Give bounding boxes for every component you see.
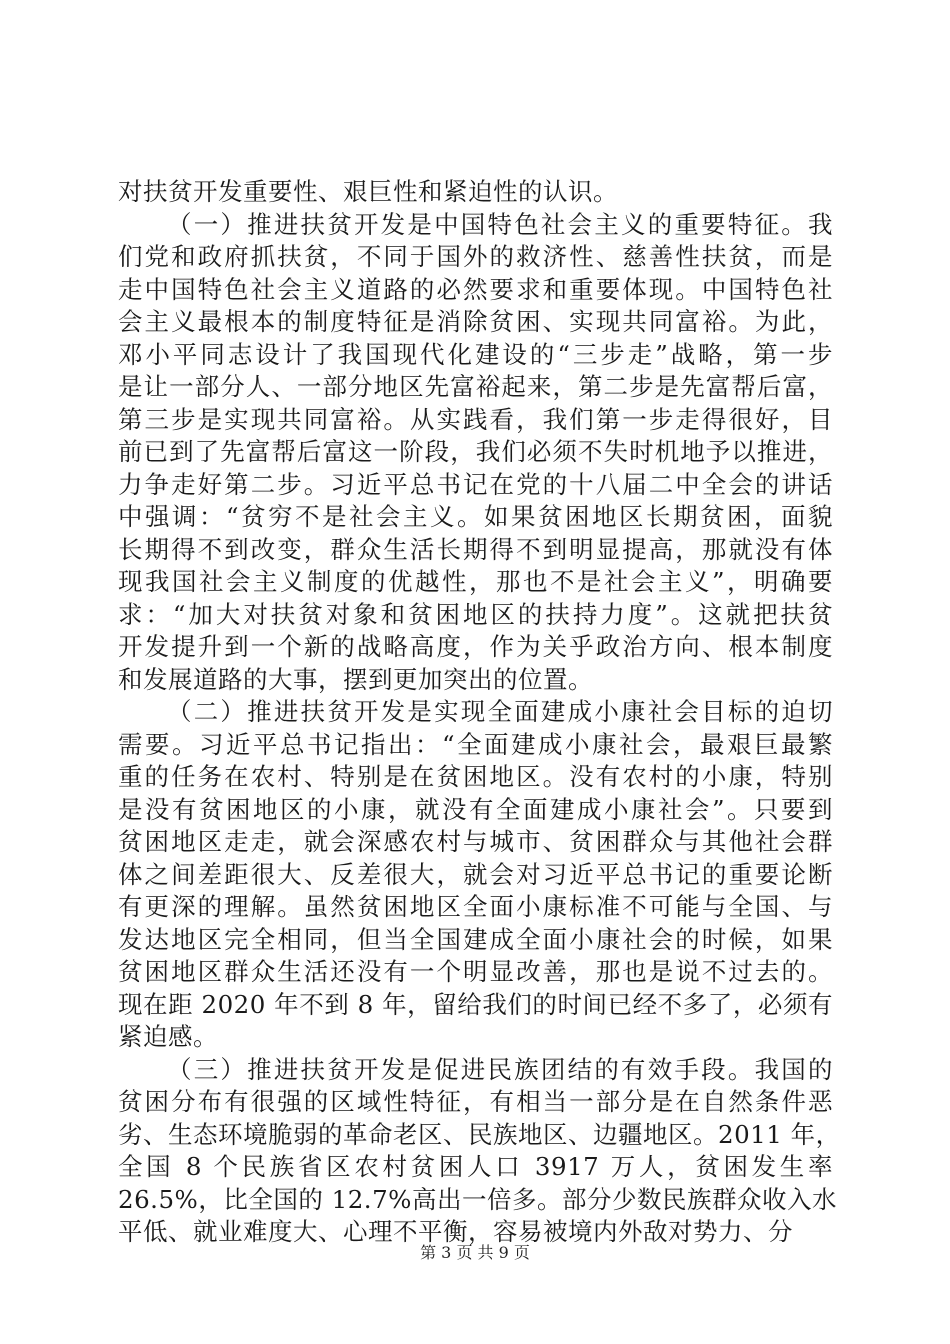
text-line: 体之间差距很大、反差很大，就会对习近平总书记的重要论断 [118, 859, 833, 889]
text-line: 走中国特色社会主义道路的必然要求和重要体现。中国特色社 [118, 274, 833, 304]
text-line: 是没有贫困地区的小康，就没有全面建成小康社会”。只要到 [118, 794, 833, 824]
text-line: 平低、就业难度大、心理不平衡，容易被境内外敌对势力、分 [118, 1217, 793, 1246]
text-line: 求：“加大对扶贫对象和贫困地区的扶持力度”。这就把扶贫 [118, 599, 833, 629]
text-line: 重的任务在农村、特别是在贫困地区。没有农村的小康，特别 [118, 762, 833, 791]
text-line: 需要。习近平总书记指出：“全面建成小康社会，最艰巨最繁 [118, 729, 833, 759]
document-body [118, 176, 841, 1249]
text-line: 中强调：“贫穷不是社会主义。如果贫困地区长期贫困，面貌 [118, 502, 833, 531]
paragraph [118, 1054, 841, 1249]
text-line: 们党和政府抓扶贫，不同于国外的救济性、慈善性扶贫，而是 [118, 242, 833, 271]
paragraph [118, 209, 833, 697]
text-line: （一）推进扶贫开发是中国特色社会主义的重要特征。我 [167, 209, 833, 239]
text-line: 贫困地区走走，就会深感农村与城市、贫困群众与其他社会群 [118, 827, 833, 856]
text-line: 开发提升到一个新的战略高度，作为关乎政治方向、根本制度 [118, 632, 833, 661]
text-line: 邓小平同志设计了我国现代化建设的“三步走”战略，第一步 [118, 339, 833, 369]
text-line: 力争走好第二步。习近平总书记在党的十八届二中全会的讲话 [118, 469, 833, 499]
text-line: （三）推进扶贫开发是促进民族团结的有效手段。我国的 [167, 1054, 833, 1084]
text-line: 长期得不到改变，群众生活长期得不到明显提高，那就没有体 [118, 534, 833, 564]
paragraph [118, 696, 833, 1054]
page-footer: 第 3 页 共 9 页 [420, 1243, 530, 1262]
text-line: 紧迫感。 [118, 1022, 218, 1051]
text-line: 前已到了先富帮后富这一阶段，我们必须不失时机地予以推进， [118, 437, 833, 466]
text-line: 劣、生态环境脆弱的革命老区、民族地区、边疆地区。2011 年， [118, 1119, 841, 1149]
text-line: 会主义最根本的制度特征是消除贫困、实现共同富裕。为此， [118, 307, 833, 336]
text-line: 全国 8 个民族省区农村贫困人口 3917 万人，贫困发生率 [118, 1152, 833, 1181]
text-line: 26.5%，比全国的 12.7%高出一倍多。部分少数民族群众收入水 [118, 1184, 837, 1214]
text-line: 发达地区完全相同，但当全国建成全面小康社会的时候，如果 [118, 924, 833, 954]
paragraph [118, 176, 833, 209]
text-line: 对扶贫开发重要性、艰巨性和紧迫性的认识。 [118, 177, 618, 206]
text-line: 和发展道路的大事，摆到更加突出的位置。 [118, 664, 593, 694]
text-line: （二）推进扶贫开发是实现全面建成小康社会目标的迫切 [167, 697, 833, 726]
text-line: 现我国社会主义制度的优越性，那也不是社会主义”，明确要 [118, 567, 833, 596]
text-line: 贫困地区群众生活还没有一个明显改善，那也是说不过去的。 [118, 957, 833, 986]
text-line: 第三步是实现共同富裕。从实践看，我们第一步走得很好，目 [118, 404, 833, 434]
text-line: 有更深的理解。虽然贫困地区全面小康标准不可能与全国、与 [118, 892, 833, 921]
text-line: 是让一部分人、一部分地区先富裕起来，第二步是先富帮后富， [118, 372, 833, 401]
text-line: 贫困分布有很强的区域性特征，有相当一部分是在自然条件恶 [118, 1087, 833, 1116]
text-line: 现在距 2020 年不到 8 年，留给我们的时间已经不多了，必须有 [118, 989, 833, 1019]
